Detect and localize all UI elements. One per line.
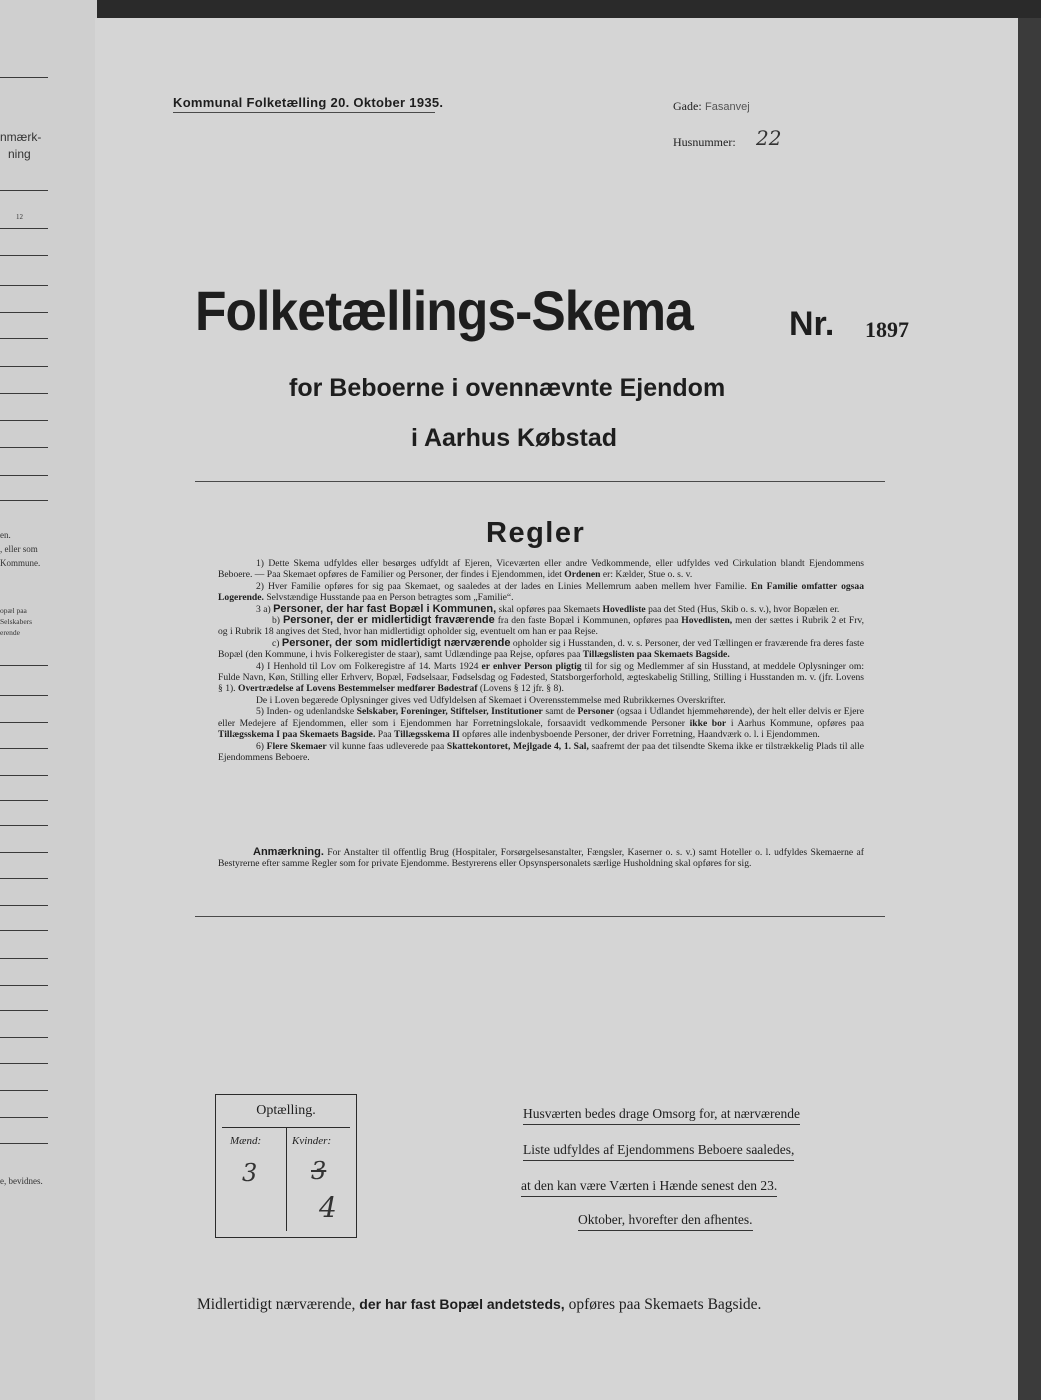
notice-line-3: at den kan være Værten i Hænde senest den 23.	[521, 1178, 777, 1197]
rule-3c-bold: Tillægslisten paa Skemaets Bagside.	[582, 649, 730, 661]
nr-label: Nr.	[789, 305, 835, 343]
left-note-1a: en.	[0, 530, 11, 540]
left-rule	[0, 1143, 48, 1144]
rule-2-bold: En Familie omfatter ogsaa Logerende.	[218, 580, 864, 604]
women-count: 4	[319, 1191, 337, 1224]
street-value: Fasanvej	[705, 101, 750, 113]
rule-3a-end: paa det Sted (Hus, Skib o. s. v.), hvor Bopælen er.	[648, 603, 840, 615]
footer-part-1: Midlertidigt nærværende,	[197, 1296, 356, 1313]
left-page-fragment	[0, 0, 97, 1400]
house-value: 22	[756, 126, 782, 150]
rule-3b-heading: Personer, der er midlertidigt fraværende	[282, 614, 495, 627]
rule-5-text3: (ogsaa i Udlandet hjemmehørende), der helt eller delvis er Ejere eller Medejere af Ejendommen, eller som i Ejendommen har Forretningslokale, forsaavidt vedkommende Personer	[218, 706, 864, 729]
left-rule	[0, 665, 48, 666]
left-rule	[0, 1090, 48, 1091]
rule-6-bold2: Skattekontoret, Mejlgade 4, 1. Sal,	[446, 740, 589, 752]
remark-paragraph	[218, 847, 864, 870]
left-rule	[0, 190, 48, 191]
left-rule	[0, 500, 48, 501]
left-rule	[0, 748, 48, 749]
rule-4-text2: til for sig og Medlemmer af sin Husstand, at meddele Oplysninger om: Fulde Navn, Køn, Stilling eller Erhverv, Bopæl, Fødselsaar, Fødselsdag og Fødested, Statsborgerforhold, ægteskabelig Stilling, Stilling i Husstanden m. v. (jfr. Lovens § 1).	[218, 660, 864, 695]
remark-text: For Anstalter til offentlig Brug (Hospitaler, Forsørgelsesanstalter, Fængsler, Kaserner o. s. v.) samt Hoteller o. l. udfyldes Skemaerne af Bestyrerne efter samme Regler som for private Ejendomme. Bestyrerens eller Opsynspersonalets særlige Husholdning skal opføres for sig.	[218, 847, 864, 870]
book-edge	[1018, 18, 1041, 1400]
footer-note	[197, 1296, 761, 1314]
rule-6-text: vil kunne faas udleverede paa	[329, 740, 445, 752]
count-box	[215, 1094, 357, 1238]
rule-3b-text: fra den faste Bopæl i Kommunen, opføres paa	[497, 615, 679, 627]
left-rule	[0, 930, 48, 931]
women-count-struck: 3	[311, 1157, 327, 1185]
remark-label: Anmærkning.	[253, 846, 324, 858]
left-rule	[0, 722, 48, 723]
rule-5-bold: Selskaber, Foreninger, Stiftelser, Institutioner	[356, 706, 543, 718]
house-label: Husnummer:	[673, 135, 736, 149]
left-heading-1: nmærk-	[0, 130, 42, 144]
rule-1-text: 1) Dette Skema udfyldes eller besørges udfyldt af Ejeren, Viceværten eller andre Vedkommende, eller udfyldes ved Cirkulation blandt Ejendommens Beboere. — Paa Skemaet opføres de Familier og Personer, der findes i Ejendommen, idet	[218, 558, 864, 581]
rule-6	[218, 741, 864, 764]
left-rule	[0, 905, 48, 906]
count-title: Optælling.	[256, 1103, 316, 1118]
left-note-1c: Kommune.	[0, 558, 41, 568]
rule-2	[218, 581, 864, 604]
rule-5-bold3: ikke bor	[689, 717, 727, 729]
rule-3c	[218, 638, 864, 661]
left-rule	[0, 285, 48, 286]
rule-3a-num: 3 a)	[256, 603, 271, 615]
rule-3c-text: opholder sig i Husstanden, d. v. s. Personer, der ved Tællingen er fraværende fra deres faste Bopæl (den Kommune, i hvis Folkeregister de staar), samt Udlændinge paa Rejse, opføres paa	[218, 637, 864, 661]
rule-5-end: opføres alle indenbysboende Personer, der driver Forretning, Haandværk o. l. i Ejendommen.	[462, 729, 820, 741]
rule-6-end: saafremt der paa det tilsendte Skema ikke er tilstrækkelig Plads til alle Ejendommens Beboere.	[218, 740, 864, 763]
left-rule	[0, 800, 48, 801]
left-note-2c: erende	[0, 628, 20, 637]
left-rule	[0, 475, 48, 476]
left-rule	[0, 1037, 48, 1038]
rule-3c-heading: Personer, der som midlertidigt nærværende	[281, 636, 511, 649]
rule-4-end: (Lovens § 12 jfr. § 8).	[479, 683, 564, 695]
left-rule	[0, 985, 48, 986]
remark	[218, 847, 864, 870]
rule-1-end: er: Kælder, Stue o. s. v.	[602, 569, 693, 581]
form-title: Folketællings-Skema	[195, 279, 693, 342]
subtitle-2: i Aarhus Købstad	[411, 424, 618, 452]
rule-3b	[218, 615, 864, 638]
rule-3b-num: b)	[272, 615, 280, 627]
left-small-number: 12	[16, 213, 23, 221]
left-rule	[0, 447, 48, 448]
subtitle-1: for Beboerne i ovennævnte Ejendom	[289, 374, 726, 402]
left-rule	[0, 1117, 48, 1118]
count-divider	[286, 1127, 287, 1231]
left-note-2b: Selskabers	[0, 617, 33, 626]
rule-4-text: 4) I Henhold til Lov om Folkeregistre af 14. Marts 1924	[256, 660, 479, 672]
rule-5-bold2: Personer	[577, 706, 615, 718]
left-rule	[0, 958, 48, 959]
left-rule	[0, 77, 48, 78]
rule-5-text5: Paa	[377, 729, 392, 741]
left-note-3: e, bevidnes.	[0, 1176, 43, 1186]
rule-5-text4: i Aarhus Kommune, opføres paa	[730, 717, 865, 729]
rule-4	[218, 661, 864, 695]
rule-5-text2: samt de	[545, 706, 576, 718]
left-rule	[0, 338, 48, 339]
left-rule	[0, 228, 48, 229]
rule-3a-bold: Hovedliste	[602, 603, 646, 615]
rule-6-bold: Flere Skemaer	[266, 740, 327, 752]
left-rule	[0, 312, 48, 313]
rule-3c-num: c)	[272, 637, 280, 649]
notice-line-2: Liste udfyldes af Ejendommens Beboere saaledes,	[523, 1142, 794, 1161]
notice-line-4: Oktober, hvorefter den afhentes.	[578, 1212, 753, 1231]
rule-1	[218, 558, 864, 581]
rule-4-note-text: De i Loven begærede Oplysninger gives ved Udfyldelsen af Skemaet i Overensstemmelse med Rubrikkernes Overskrifter.	[256, 694, 726, 706]
notice-line-1: Husværten bedes drage Omsorg for, at nærværende	[523, 1106, 800, 1125]
left-rule	[0, 1010, 48, 1011]
rules-heading: Regler	[486, 517, 586, 549]
left-rule	[0, 420, 48, 421]
rule-3a-text: skal opføres paa Skemaets	[498, 603, 601, 615]
rule-3a-heading: Personer, der har fast Bopæl i Kommunen,	[273, 602, 497, 615]
rule-3b-bold: Hovedlisten,	[681, 615, 733, 627]
left-rule	[0, 775, 48, 776]
street-label: Gade:	[673, 99, 702, 113]
left-rule	[0, 1063, 48, 1064]
men-label: Mænd:	[230, 1135, 262, 1147]
rule-6-num: 6)	[256, 740, 264, 752]
left-note-1b: , eller som	[0, 544, 38, 554]
rule-1-bold: Ordenen	[564, 569, 601, 581]
women-label: Kvinder:	[292, 1135, 332, 1147]
rule-5-bold4: Tillægsskema I paa Skemaets Bagside.	[218, 729, 376, 741]
left-rule	[0, 878, 48, 879]
rule-4-bold: er enhver Person pligtig	[481, 660, 582, 672]
census-underline	[173, 112, 435, 113]
rule-5-bold5: Tillægsskema II	[394, 729, 460, 741]
rule-2-end: Selvstændige Husstande paa en Person betragtes som „Familie“.	[266, 592, 514, 604]
left-heading-2: ning	[8, 147, 31, 161]
rule-5	[218, 706, 864, 740]
footer-part-3: opføres paa Skemaets Bagside.	[568, 1296, 762, 1313]
census-line: Kommunal Folketælling 20. Oktober 1935.	[173, 95, 444, 110]
left-note-2a: opæl paa	[0, 606, 27, 615]
left-rule	[0, 825, 48, 826]
remark-divider	[195, 916, 885, 917]
form-number: 1897	[865, 317, 909, 342]
rule-4-bold2: Overtrædelse af Lovens Bestemmelser medfører Bødestraf	[238, 683, 478, 695]
left-rule	[0, 255, 48, 256]
left-rule	[0, 366, 48, 367]
rule-3b-end: men der sættes i Rubrik 2 et Frv, og i Rubrik 18 angives det Sted, hvor han midlertidigt opholder sig, eventuelt om han er paa Rejse.	[218, 615, 865, 638]
men-count: 3	[242, 1159, 258, 1187]
left-rule	[0, 852, 48, 853]
title-divider	[195, 481, 885, 482]
footer-part-2: der har fast Bopæl andetsteds,	[359, 1296, 565, 1312]
rule-4-note	[218, 695, 864, 706]
rules-body	[218, 558, 864, 763]
left-rule	[0, 393, 48, 394]
rule-2-text: 2) Hver Familie opføres for sig paa Skemaet, og saaledes at der lades en Linies Mellemrum aaben mellem hver Familie.	[256, 580, 747, 592]
rule-5-text: 5) Inden- og udenlandske	[256, 706, 355, 718]
left-rule	[0, 695, 48, 696]
